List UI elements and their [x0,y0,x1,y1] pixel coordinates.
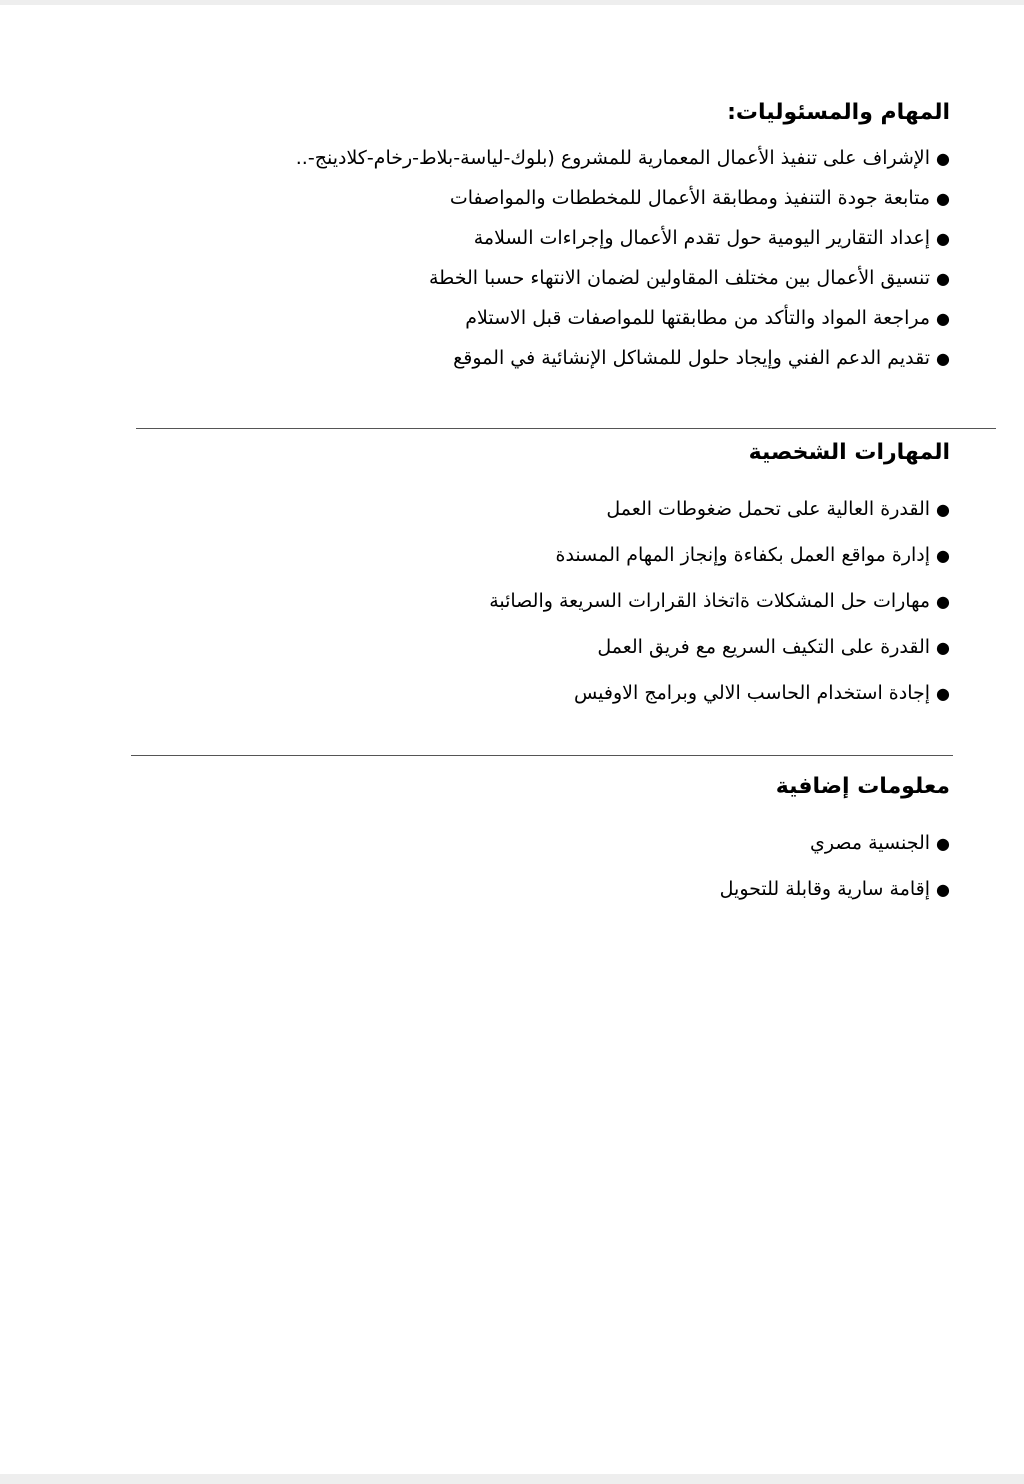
bullet-icon: ● [936,545,950,565]
section-divider [136,428,996,429]
list-item [720,820,950,866]
list-item [489,532,950,578]
section-divider [131,755,953,756]
duties-list [296,138,950,378]
bullet-icon: ● [936,228,950,248]
extra-info-heading: معلومات إضافية [775,774,950,799]
bullet-icon: ● [936,348,950,368]
list-item [720,866,950,912]
duties-section [296,98,950,378]
list-item [296,258,950,298]
list-item-text: القدرة العالية على تحمل ضغوطات العمل [606,498,931,520]
bullet-icon: ● [936,499,950,519]
list-item-text: إعداد التقارير اليومية حول تقدم الأعمال وإجراءات السلامة [473,227,931,249]
bullet-icon: ● [936,188,950,208]
list-item-text: إدارة مواقع العمل بكفاءة وإنجاز المهام المسندة [555,544,931,566]
list-item-text: الجنسية مصري [810,832,931,854]
bottom-strip [0,1474,1024,1484]
bullet-icon: ● [936,833,950,853]
skills-section [489,438,950,716]
bullet-icon: ● [936,268,950,288]
list-item [296,178,950,218]
list-item [296,218,950,258]
list-item-text: القدرة على التكيف السريع مع فريق العمل [597,636,931,658]
bullet-icon: ● [936,308,950,328]
bullet-icon: ● [936,591,950,611]
bullet-icon: ● [936,879,950,899]
bullet-icon: ● [936,683,950,703]
bullet-icon: ● [936,148,950,168]
top-strip [0,0,1024,5]
list-item [489,486,950,532]
bullet-icon: ● [936,637,950,657]
list-item-text: مراجعة المواد والتأكد من مطابقتها للمواصفات قبل الاستلام [465,307,931,329]
extra-info-section [720,772,950,912]
list-item [489,670,950,716]
list-item [489,578,950,624]
list-item-text: إجادة استخدام الحاسب الالي وبرامج الاوفيس [573,682,931,704]
list-item-text: الإشراف على تنفيذ الأعمال المعمارية للمشروع (بلوك-لياسة-بلاط-رخام-كلادينج-.. [295,147,931,169]
list-item-text: تقديم الدعم الفني وإيجاد حلول للمشاكل الإنشائية في الموقع [453,347,931,369]
list-item-text: تنسيق الأعمال بين مختلف المقاولين لضمان الانتهاء حسبا الخطة [428,267,931,289]
list-item-text: إقامة سارية وقابلة للتحويل [719,878,931,900]
skills-list [489,486,950,716]
list-item [489,624,950,670]
list-item-text: متابعة جودة التنفيذ ومطابقة الأعمال للمخططات والمواصفات [449,187,931,209]
skills-heading: المهارات الشخصية [748,440,950,465]
list-item [296,138,950,178]
extra-info-list [720,820,950,912]
list-item [296,338,950,378]
duties-heading: المهام والمسئوليات: [727,100,950,125]
list-item-text: مهارات حل المشكلات ةاتخاذ القرارات السريعة والصائبة [489,590,931,612]
list-item [296,298,950,338]
